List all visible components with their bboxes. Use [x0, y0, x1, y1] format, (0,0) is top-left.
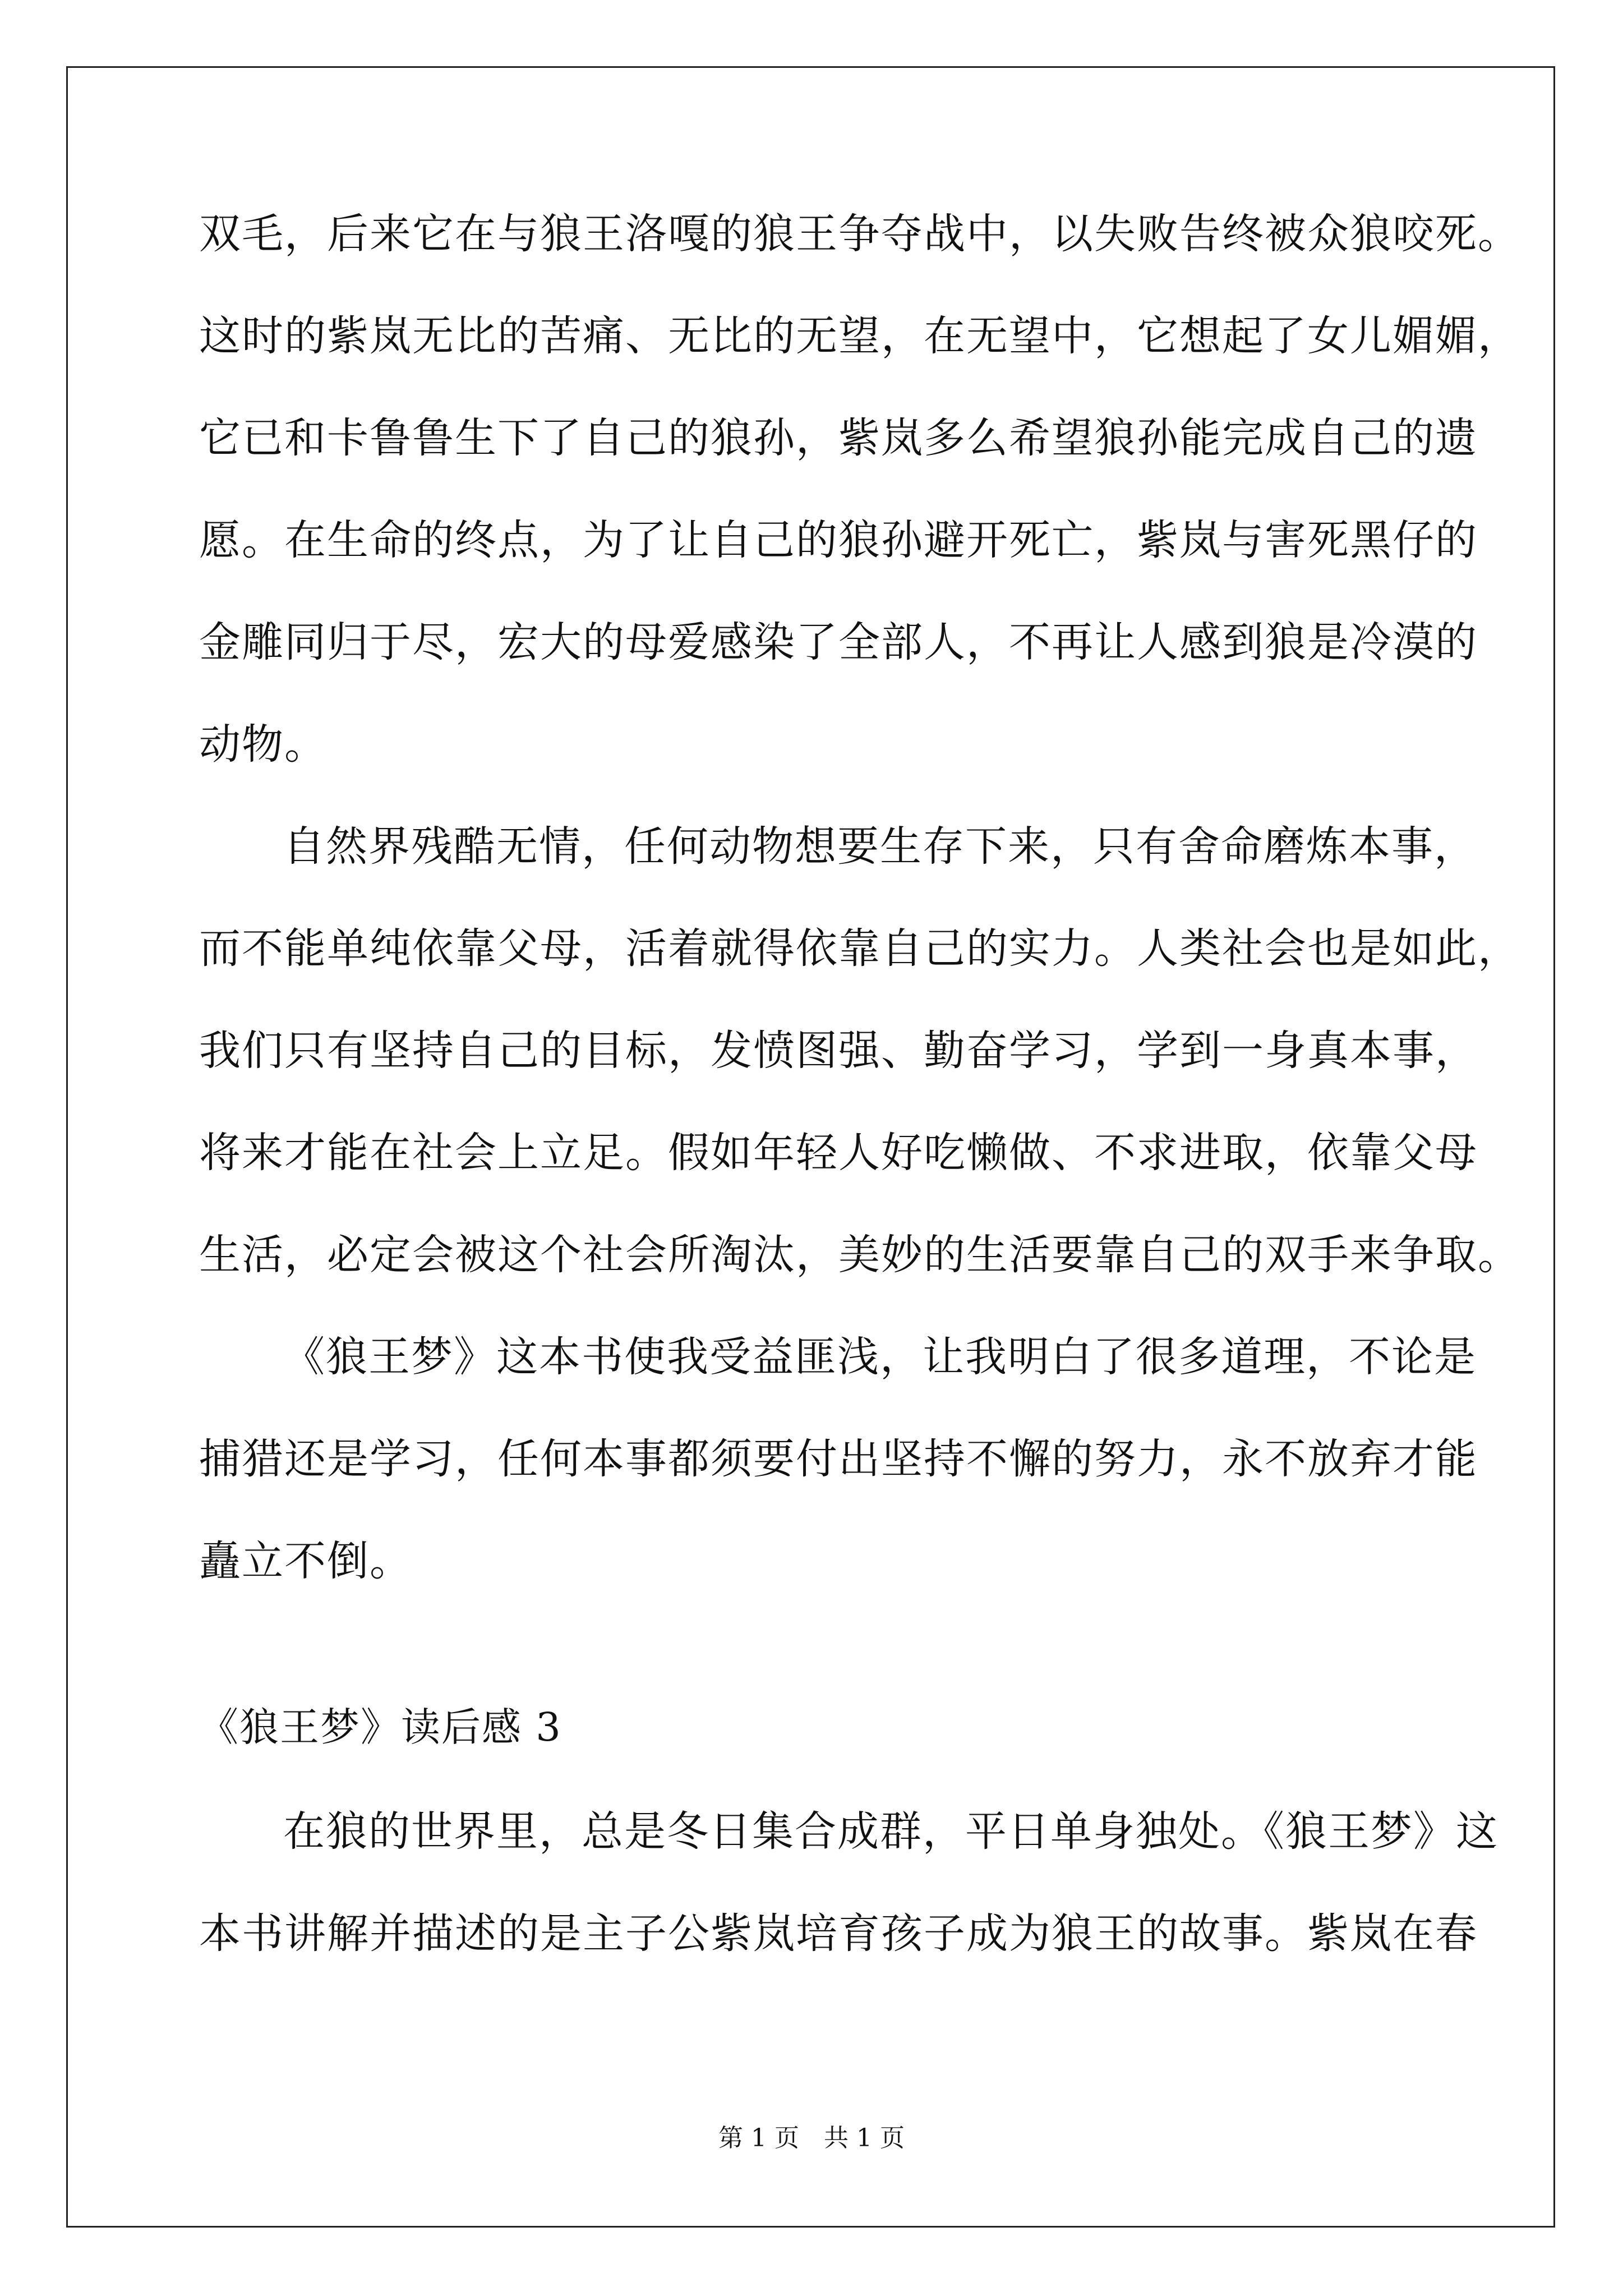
paragraph-2-line-5: 生活，必定会被这个社会所淘汰，美妙的生活要靠自己的双手来争取。: [199, 1231, 1520, 1279]
page-footer: 第 1 页 共 1 页: [718, 2124, 905, 2152]
paragraph-2-line-1: 自然界残酷无情，任何动物想要生存下来，只有舍命磨炼本事，: [283, 822, 1477, 871]
paragraph-1-line-3: 它已和卡鲁鲁生下了自己的狼孙，紫岚多么希望狼孙能完成自己的遗: [199, 414, 1478, 462]
paragraph-3-line-3: 矗立不倒。: [199, 1537, 412, 1585]
section-body: [199, 1805, 1498, 2009]
paragraph-2-line-4: 将来才能在社会上立足。假如年轻人好吃懒做、不求进取，依靠父母: [199, 1129, 1478, 1177]
section-heading: 《狼王梦》读后感 3: [199, 1704, 562, 1750]
paragraph-1-line-2: 这时的紫岚无比的苦痛、无比的无望，在无望中，它想起了女儿媚媚，: [199, 312, 1520, 360]
paragraph-1-line-4: 愿。在生命的终点，为了让自己的狼孙避开死亡，紫岚与害死黑仔的: [199, 516, 1478, 564]
paragraph-2-line-2: 而不能单纯依靠父母，活着就得依靠自己的实力。人类社会也是如此，: [199, 924, 1520, 973]
paragraph-2-line-3: 我们只有坚持自己的目标，发愤图强、勤奋学习，学到一身真本事，: [199, 1027, 1478, 1075]
paragraph-1-line-1: 双毛，后来它在与狼王洛嘎的狼王争夺战中，以失败告终被众狼咬死。: [199, 210, 1520, 258]
paragraph-1-line-6: 动物。: [199, 720, 327, 769]
paragraph-3-line-2: 捕猎还是学习，任何本事都须要付出坚持不懈的努力，永不放弃才能: [199, 1435, 1478, 1483]
paragraph-1-line-5: 金雕同归于尽，宏大的母爱感染了全部人，不再让人感到狼是冷漠的: [199, 618, 1478, 666]
paragraph-3-line-1: 《狼王梦》这本书使我受益匪浅，让我明白了很多道理，不论是: [283, 1333, 1477, 1381]
section-paragraph-line-2: 本书讲解并描述的是主子公紫岚培育孩子成为狼王的故事。紫岚在春: [199, 1910, 1478, 1958]
section-paragraph-line-1: 在狼的世界里，总是冬日集合成群，平日单身独处。《狼王梦》这: [283, 1807, 1498, 1856]
document-body: [199, 208, 1520, 1637]
